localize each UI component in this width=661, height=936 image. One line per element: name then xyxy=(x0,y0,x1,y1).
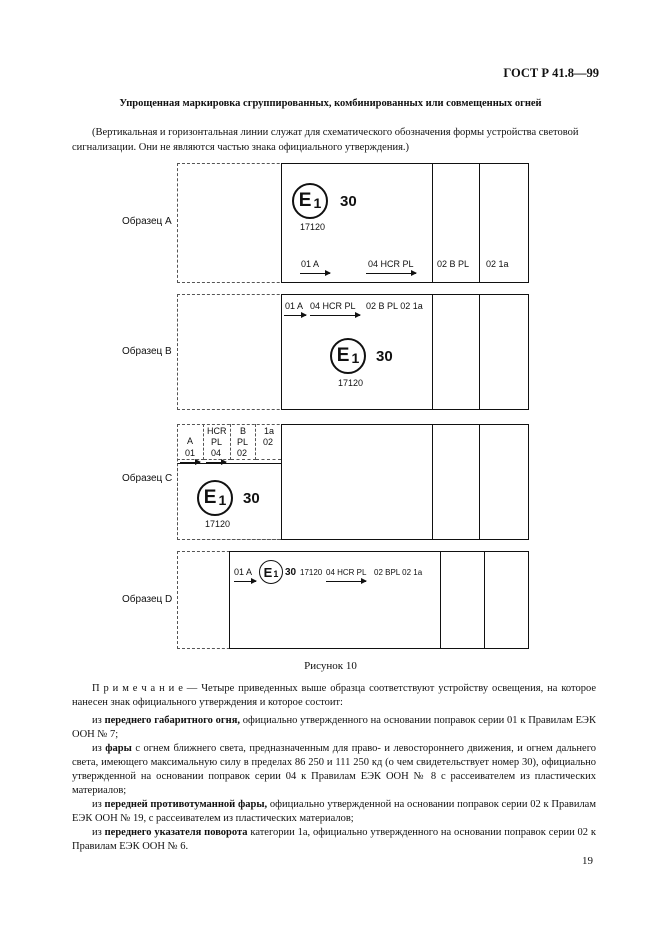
sample-b-code-02bpl021a: 02 B PL 02 1a xyxy=(366,301,423,311)
sample-d-code-01a: 01 A xyxy=(234,567,253,577)
sample-a-code-02bpl: 02 B PL xyxy=(437,259,470,269)
approval-e-circle: E 1 xyxy=(292,183,328,219)
figure-caption: Рисунок 10 xyxy=(304,660,357,672)
intro-paragraph: (Вертикальная и горизонтальная линии служат для схематического обозначения формы устройства световой сигнализации. Они не являются частью знака официального утверждения.) xyxy=(72,127,579,153)
sample-c-hcr: HCR xyxy=(207,426,227,436)
note-item-3: из передней противотуманной фары, официально утвержденной на основании поправок серии 02 к Правилам ЕЭК ООН № 19, с рассеивателем из пластических материалов; xyxy=(72,799,596,824)
sample-d-code-17120: 17120 xyxy=(300,568,323,577)
sample-c-a: A xyxy=(187,436,194,446)
approval-e-circle: E 1 xyxy=(330,338,366,374)
sample-c-1a: 1a xyxy=(264,426,275,436)
note-item-1: из переднего габаритного огня, официально утвержденного на основании поправок серии 01 к Правилам ЕЭК ООН № 7; xyxy=(72,715,596,740)
approval-number: 30 xyxy=(285,567,297,578)
note-block xyxy=(72,682,596,854)
approval-e-circle: E 1 xyxy=(197,480,233,516)
sample-d-code-02bpl021a: 02 BPL 02 1a xyxy=(374,568,423,577)
approval-code: 17120 xyxy=(205,519,231,529)
sample-c-b: B xyxy=(240,426,247,436)
note-item-2: из фары с огнем ближнего света, предназначенным для право- и левостороннего движения, и огнем дальнего света, имеющего максимальную силу в пределах 86 250 и 111 250 кд (о чем свидетельствует номер 30), официально утвержденной на основании поправок серии 04 к Правилам ЕЭК ООН № 8 с рассеивателем из пластических материалов; xyxy=(72,743,596,796)
sample-b-code-04hcrpl: 04 HCR PL xyxy=(310,301,356,311)
sample-c-pl2: PL xyxy=(237,437,249,447)
document-id: ГОСТ Р 41.8—99 xyxy=(503,66,599,80)
approval-number: 30 xyxy=(340,193,357,210)
note-item-4: из переднего указателя поворота категории 1a, официально утвержденного на основании поправок серии 02 к Правилам ЕЭК ООН № 6. xyxy=(72,827,596,852)
sample-c-01: 01 xyxy=(185,448,196,458)
sample-b-label: Образец B xyxy=(122,346,172,357)
sample-a-code-021a: 02 1a xyxy=(486,259,509,269)
sample-a-code-01a: 01 A xyxy=(301,259,320,269)
sample-c-02b: 02 xyxy=(263,437,274,447)
sample-c-04: 04 xyxy=(211,448,222,458)
approval-code: 17120 xyxy=(338,378,364,388)
sample-d-code-04hcrpl: 04 HCR PL xyxy=(326,568,367,577)
approval-e-circle: E 1 xyxy=(259,560,283,584)
sample-c-pl: PL xyxy=(211,437,223,447)
section-title: Упрощенная маркировка сгруппированных, комбинированных или совмещенных огней xyxy=(119,98,542,109)
note-lead: П р и м е ч а н и е — Четыре приведенных выше образца соответствуют устройству освещения, на которое нанесен знак официального утверждения и которое состоит: xyxy=(72,683,596,708)
approval-number: 30 xyxy=(243,490,260,507)
sample-c-box xyxy=(281,424,529,540)
page-number: 19 xyxy=(582,855,593,867)
sample-b-box xyxy=(281,294,529,410)
sample-b-code-01a: 01 A xyxy=(285,301,304,311)
sample-d-label: Образец D xyxy=(122,594,173,605)
approval-number: 30 xyxy=(376,348,393,365)
sample-c-label: Образец C xyxy=(122,473,173,484)
sample-c-02: 02 xyxy=(237,448,248,458)
sample-a-code-04hcrpl: 04 HCR PL xyxy=(368,259,414,269)
approval-code: 17120 xyxy=(300,222,326,232)
sample-d-box xyxy=(229,551,529,649)
sample-a-box xyxy=(281,163,529,283)
sample-a-label: Образец A xyxy=(122,216,172,227)
